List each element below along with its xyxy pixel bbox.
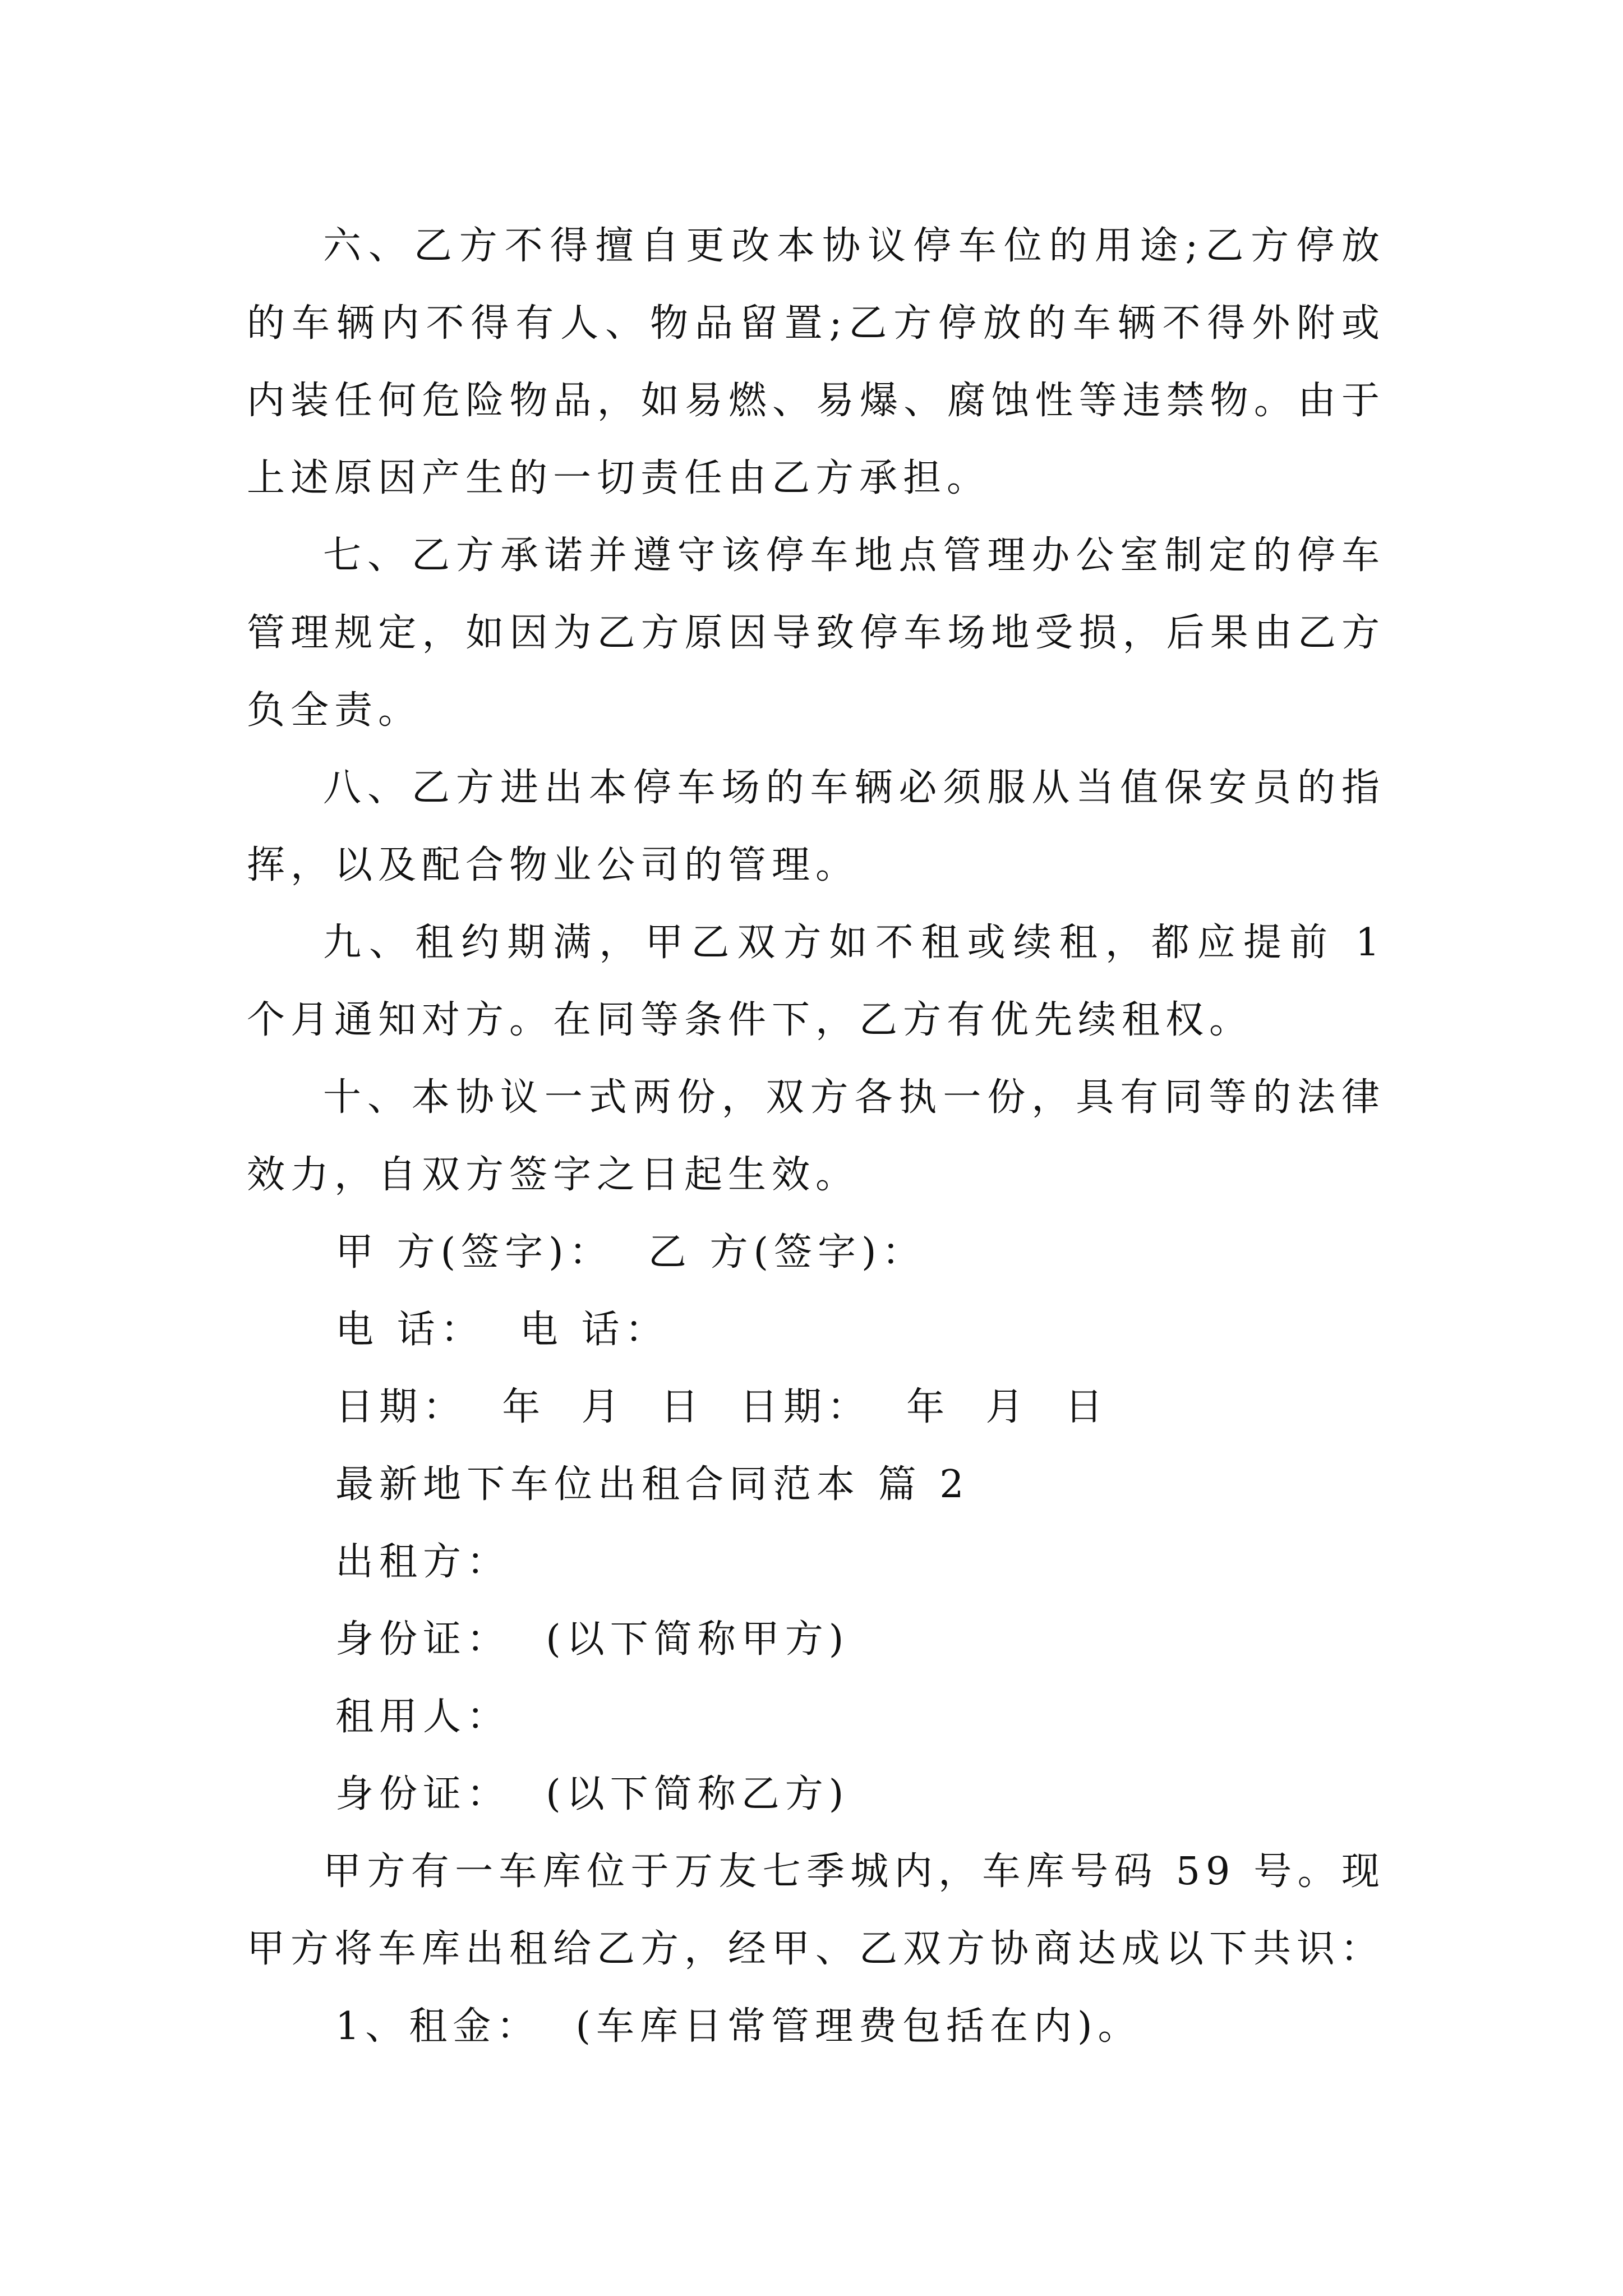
clause-8: 八、乙方进出本停车场的车辆必须服从当值保安员的指挥，以及配合物业公司的管理。 (247, 766, 1385, 887)
lessee-id-line: 身份证： (以下简称乙方) (335, 1772, 850, 1816)
date-line: 日期： 年 月 日 日期： 年 月 日 (335, 1385, 1109, 1429)
lessor-id-line: 身份证： (以下简称甲方) (335, 1617, 850, 1662)
intro-paragraph: 甲方有一车库位于万友七季城内，车库号码 59 号。现甲方将车库出租给乙方，经甲、乙双方协商达成以下共识： (247, 1849, 1385, 1971)
signature-line: 甲 方(签字)： 乙 方(签字)： (335, 1230, 926, 1274)
section-title: 最新地下车位出租合同范本 篇 2 (335, 1462, 970, 1507)
lessee-line: 租用人： (335, 1695, 511, 1739)
clause-10: 十、本协议一式两份，双方各执一份，具有同等的法律效力，自双方签字之日起生效。 (247, 1075, 1385, 1197)
clause-6: 六、乙方不得擅自更改本协议停车位的用途;乙方停放的车辆内不得有人、物品留置;乙方停放的车辆不得外附或内装任何危险物品，如易燃、易爆、腐蚀性等违禁物。由于上述原因产生的一切责任由乙方承担。 (247, 224, 1385, 500)
lessor-line: 出租方： (335, 1540, 511, 1584)
phone-line: 电 话： 电 话： (335, 1308, 669, 1352)
clause-7: 七、乙方承诺并遵守该停车地点管理办公室制定的停车管理规定，如因为乙方原因导致停车场地受损，后果由乙方负全责。 (247, 533, 1385, 733)
rent-line: 1、租金： (车库日常管理费包括在内)。 (335, 2004, 1142, 2049)
document-body (247, 208, 1385, 2065)
clause-9: 九、租约期满，甲乙双方如不租或续租，都应提前 1 个月通知对方。在同等条件下，乙方有优先续租权。 (247, 921, 1385, 1042)
